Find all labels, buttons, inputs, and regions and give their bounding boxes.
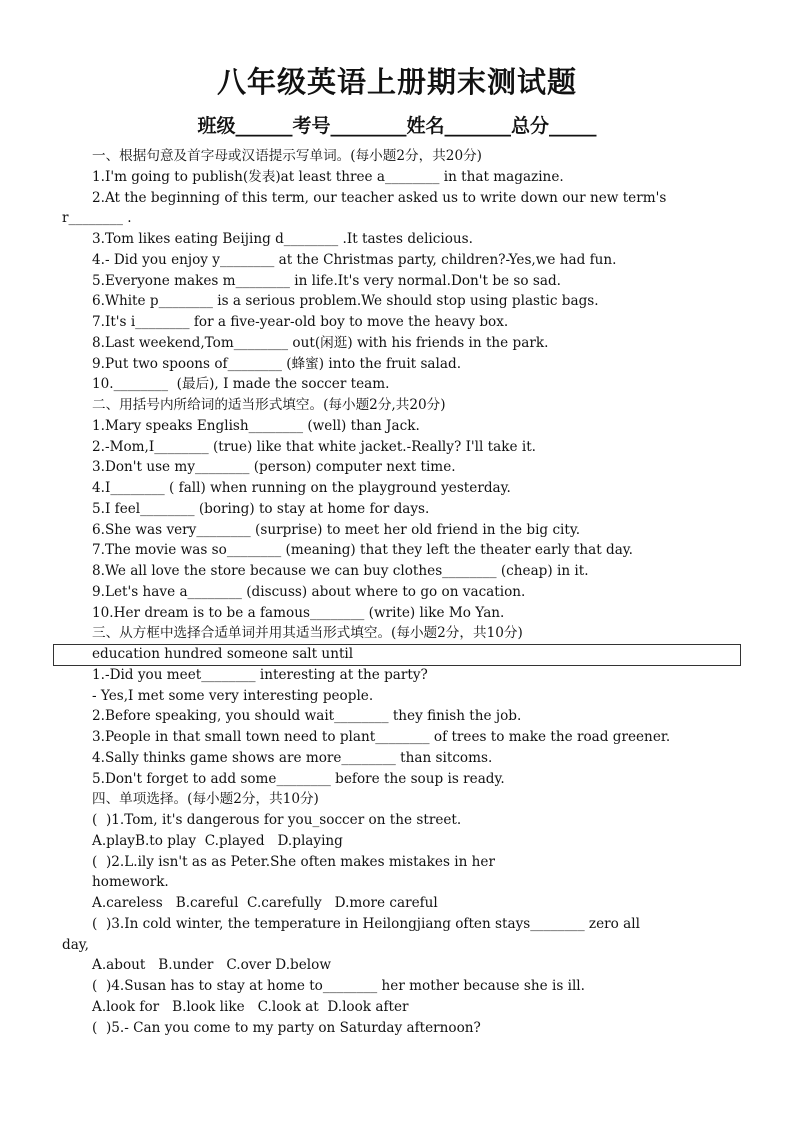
question-line: ( )4.Susan has to stay at home to________ her mother because she is ill. <box>92 978 585 994</box>
question-line: 9.Let's have a________ (discuss) about where to go on vacation. <box>92 583 526 600</box>
question-line: - Yes,I met some very interesting people. <box>92 687 374 704</box>
question-line: 1.I'm going to publish(发表)at least three a________ in that magazine. <box>92 168 564 185</box>
question-line: 8.Last weekend,Tom________ out(闲逛) with his friends in the park. <box>92 334 549 351</box>
section-heading: 一、根据句意及首字母或汉语提示写单词。(每小题2分，共20分) <box>92 148 482 164</box>
question-line: 10.Her dream is to be a famous________ (write) like Mo Yan. <box>92 604 505 621</box>
question-line: 4.I________ ( fall) when running on the playground yesterday. <box>92 480 511 496</box>
question-line: ( )5.- Can you come to my party on Saturday afternoon? <box>92 1019 481 1036</box>
question-line: A.careless B.careful C.carefully D.more careful <box>92 895 438 911</box>
question-line: A.look for B.look like C.look at D.look after <box>92 998 409 1015</box>
question-line: 4.Sally thinks game shows are more________ than sitcoms. <box>92 749 493 766</box>
section-heading: 四、单项选择。(每小题2分，共10分) <box>92 791 319 808</box>
question-line: 6.She was very________ (surprise) to meet her old friend in the big city. <box>92 521 581 538</box>
question-line: day, <box>62 936 90 953</box>
exam-body <box>0 146 794 1038</box>
question-line: 8.We all love the store because we can buy clothes________ (cheap) in it. <box>92 563 589 579</box>
question-line: r________ . <box>62 210 132 227</box>
question-line: 4.- Did you enjoy y________ at the Christmas party, children?-Yes,we had fun. <box>92 251 617 268</box>
question-line: 7.The movie was so________ (meaning) that they left the theater early that day. <box>92 542 634 559</box>
question-line: 5.Don't forget to add some________ before the soup is ready. <box>92 770 505 787</box>
page-title: 八年级英语上册期末测试题 <box>216 65 577 99</box>
question-line: A.about B.under C.over D.below <box>92 957 331 974</box>
section-heading: 三、从方框中选择合适单词并用其适当形式填空。(每小题2分，共10分) <box>92 625 523 642</box>
question-line: 3.Tom likes eating Beijing d________ .It tastes delicious. <box>92 231 473 247</box>
question-line: ( )1.Tom, it's dangerous for you_soccer on the street. <box>92 812 462 828</box>
question-line: 2.At the beginning of this term, our teacher asked us to write down our new term's <box>92 189 667 206</box>
question-line: 2.Before speaking, you should wait________ they finish the job. <box>92 708 522 725</box>
question-line: A.playB.to play C.played D.playing <box>92 832 343 849</box>
question-line: 5.I feel________ (boring) to stay at home for days. <box>92 500 430 517</box>
question-line: 3.Don't use my________ (person) computer next time. <box>92 459 456 476</box>
student-info-line: 班级______考号________姓名_______总分_____ <box>197 115 597 137</box>
question-line: ( )2.L.ily isn't as as Peter.She often makes mistakes in her <box>92 853 495 870</box>
question-line: 1.Mary speaks English________ (well) than Jack. <box>92 417 420 434</box>
question-line: 3.People in that small town need to plant________ of trees to make the road greener. <box>92 729 671 745</box>
question-line: ( )3.In cold winter, the temperature in Heilongjiang often stays________ zero all <box>92 915 640 932</box>
section-heading: 二、用括号内所给词的适当形式填空。(每小题2分,共20分) <box>92 397 446 413</box>
question-line: 2.-Mom,I________ (true) like that white jacket.-Really? I'll take it. <box>92 438 536 455</box>
question-line: 7.It's i________ for a five-year-old boy to move the heavy box. <box>92 314 509 330</box>
question-line: 5.Everyone makes m________ in life.It's very normal.Don't be so sad. <box>92 272 561 289</box>
question-line: 6.White p________ is a serious problem.We should stop using plastic bags. <box>92 293 599 310</box>
question-line: 10.________ (最后), I made the soccer team. <box>92 376 390 393</box>
question-line: 9.Put two spoons of________ (蜂蜜) into the fruit salad. <box>92 355 462 372</box>
question-line: homework. <box>92 874 169 891</box>
word-box-text: education hundred someone salt until <box>92 646 354 662</box>
question-line: 1.-Did you meet________ interesting at the party? <box>92 666 428 683</box>
